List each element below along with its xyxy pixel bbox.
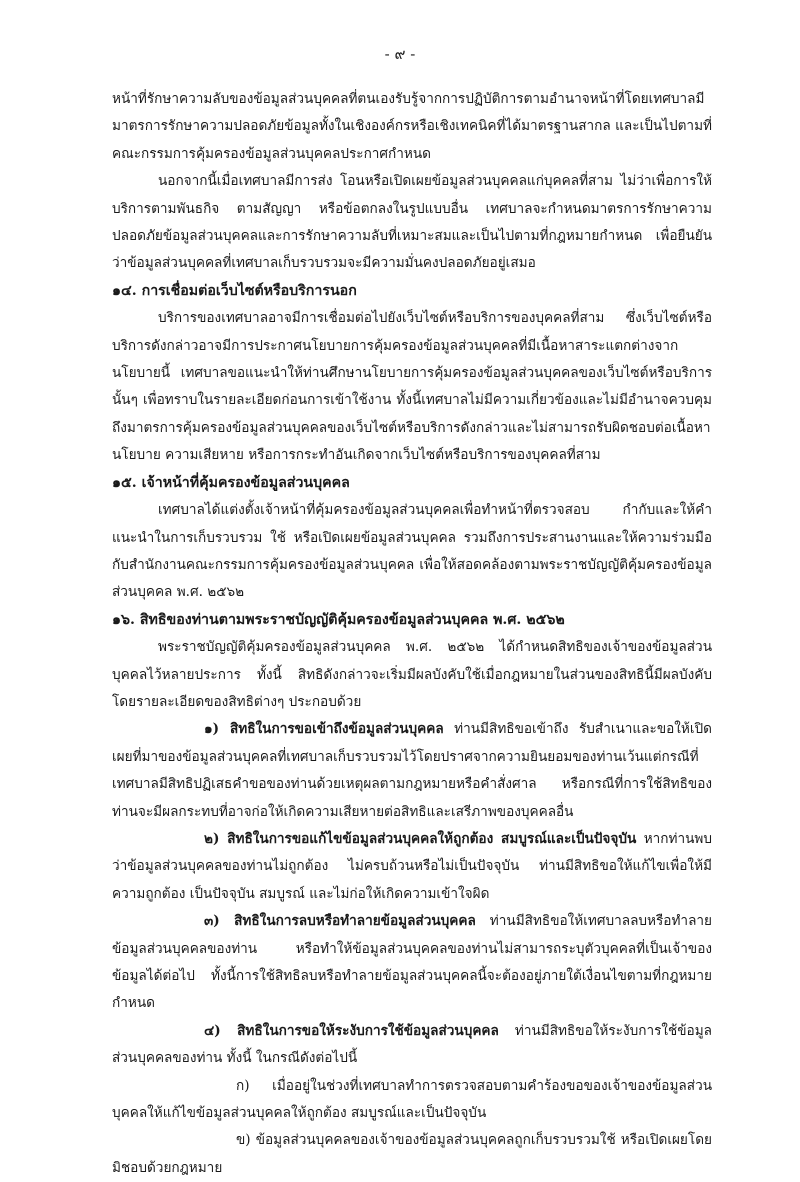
- section-14-heading: ๑๔. การเชื่อมต่อเว็บไซต์หรือบริการนอก: [112, 282, 357, 299]
- restriction-subitem-a: ก) เมื่ออยู่ในช่วงที่เทศบาลทำการตรวจสอบตามคำร้องขอของเจ้าของข้อมูลส่วนบุคคลให้แก้ไขข้อมูลส่วนบุคคลให้ถูกต้อง สมบูรณ์และเป็นปัจจุบัน: [112, 1077, 712, 1122]
- section-15-heading: ๑๕. เจ้าหน้าที่คุ้มครองข้อมูลส่วนบุคคล: [112, 474, 350, 491]
- right-title: ๑) สิทธิในการขอเข้าถึงข้อมูลส่วนบุคคล: [204, 721, 444, 738]
- right-text: หากท่านพบว่าข้อมูลส่วนบุคคลของท่านไม่ถูกต้อง ไม่ครบถ้วนหรือไม่เป็นปัจจุบัน ท่านมีสิทธิขอให้แก้ไขเพื่อให้มีความถูกต้อง เป็นปัจจุบัน สมบูรณ์ และไม่ก่อให้เกิดความเข้าใจผิด: [112, 830, 712, 902]
- right-title: ๓) สิทธิในการลบหรือทำลายข้อมูลส่วนบุคคล: [204, 913, 476, 930]
- right-title: ๒) สิทธิในการขอแก้ไขข้อมูลส่วนบุคคลให้ถูกต้อง สมบูรณ์และเป็นปัจจุบัน: [204, 830, 637, 847]
- right-access: [112, 716, 712, 826]
- document-body: [112, 86, 712, 1182]
- right-text: ท่านมีสิทธิขอให้ระงับการใช้ข้อมูลส่วนบุคคลของท่าน ทั้งนี้ ในกรณีดังต่อไปนี้: [112, 1022, 712, 1067]
- paragraph-third-party-disclosure: นอกจากนี้เมื่อเทศบาลมีการส่ง โอนหรือเปิดเผยข้อมูลส่วนบุคคลแก่บุคคลที่สาม ไม่ว่าเพื่อการให้บริการตามพันธกิจ ตามสัญญา หรือข้อตกลงในรูปแบบอื่น เทศบาลจะกำหนดมาตรการรักษาความปลอดภัยข้อมูลส่วนบุคคลและการรักษาความลับที่เหมาะสมและเป็นไปตามที่กฎหมายกำหนด เพื่อยืนยันว่าข้อมูลส่วนบุคคลที่เทศบาลเก็บรวบรวมจะมีความมั่นคงปลอดภัยอยู่เสมอ: [112, 173, 712, 272]
- section-14-body: บริการของเทศบาลอาจมีการเชื่อมต่อไปยังเว็บไซต์หรือบริการของบุคคลที่สาม ซึ่งเว็บไซต์หรือบริการดังกล่าวอาจมีการประกาศนโยบายการคุ้มครองข้อมูลส่วนบุคคลที่มีเนื้อหาสาระแตกต่างจากนโยบายนี้ เทศบาลขอแนะนำให้ท่านศึกษานโยบายการคุ้มครองข้อมูลส่วนบุคคลของเว็บไซต์หรือบริการนั้นๆ เพื่อทราบในรายละเอียดก่อนการเข้าใช้งาน ทั้งนี้เทศบาลไม่มีความเกี่ยวข้องและไม่มีอำนาจควบคุมถึงมาตรการคุ้มครองข้อมูลส่วนบุคคลของเว็บไซต์หรือบริการดังกล่าวและไม่สามารถรับผิดชอบต่อเนื้อหา นโยบาย ความเสียหาย หรือการกระทำอันเกิดจากเว็บไซต์หรือบริการของบุคคลที่สาม: [112, 310, 712, 464]
- section-16-intro: พระราชบัญญัติคุ้มครองข้อมูลส่วนบุคคล พ.ศ. ๒๕๖๒ ได้กำหนดสิทธิของเจ้าของข้อมูลส่วนบุคคลไว้หลายประการ ทั้งนี้ สิทธิดังกล่าวจะเริ่มมีผลบังคับใช้เมื่อกฎหมายในส่วนของสิทธินี้มีผลบังคับ โดยรายละเอียดของสิทธิต่างๆ ประกอบด้วย: [112, 639, 712, 710]
- right-restriction: [112, 1018, 712, 1073]
- right-rectification: [112, 826, 712, 908]
- section-16-heading: ๑๖. สิทธิของท่านตามพระราชบัญญัติคุ้มครองข้อมูลส่วนบุคคล พ.ศ. ๒๕๖๒: [112, 611, 565, 628]
- section-15-body: เทศบาลได้แต่งตั้งเจ้าหน้าที่คุ้มครองข้อมูลส่วนบุคคลเพื่อทำหน้าที่ตรวจสอบ กำกับและให้คำแนะนำในการเก็บรวบรวม ใช้ หรือเปิดเผยข้อมูลส่วนบุคคล รวมถึงการประสานงานและให้ความร่วมมือกับสำนักงานคณะกรรมการคุ้มครองข้อมูลส่วนบุคคล เพื่อให้สอดคล้องตามพระราชบัญญัติคุ้มครองข้อมูลส่วนบุคคล พ.ศ. ๒๕๖๒: [112, 502, 712, 601]
- right-erasure: [112, 908, 712, 1018]
- page-number: - ๙ -: [384, 45, 416, 63]
- restriction-subitem-b: ข) ข้อมูลส่วนบุคคลของเจ้าของข้อมูลส่วนบุคคลถูกเก็บรวบรวมใช้ หรือเปิดเผยโดยมิชอบด้วยกฎหมาย: [112, 1132, 712, 1176]
- right-text: ท่านมีสิทธิขอให้เทศบาลลบหรือทำลายข้อมูลส่วนบุคคลของท่าน หรือทำให้ข้อมูลส่วนบุคคลของท่านไม่สามารถระบุตัวบุคคลที่เป็นเจ้าของข้อมูลได้ต่อไป ทั้งนี้การใช้สิทธิลบหรือทำลายข้อมูลส่วนบุคคลนี้จะต้องอยู่ภายใต้เงื่อนไขตามที่กฎหมายกำหนด: [112, 913, 712, 1012]
- right-title: ๔) สิทธิในการขอให้ระงับการใช้ข้อมูลส่วนบุคคล: [204, 1022, 499, 1039]
- paragraph-intro-continued: หน้าที่รักษาความลับของข้อมูลส่วนบุคคลที่ตนเองรับรู้จากการปฏิบัติการตามอำนาจหน้าที่โดยเทศบาลมีมาตรการรักษาความปลอดภัยข้อมูลทั้งในเชิงองค์กรหรือเชิงเทคนิคที่ได้มาตรฐานสากล และเป็นไปตามที่คณะกรรมการคุ้มครองข้อมูลส่วนบุคคลประกาศกำหนด: [112, 91, 712, 162]
- right-text: ท่านมีสิทธิขอเข้าถึง รับสำเนาและขอให้เปิดเผยที่มาของข้อมูลส่วนบุคคลที่เทศบาลเก็บรวบรวมไว้โดยปราศจากความยินยอมของท่านเว้นแต่กรณีที่เทศบาลมีสิทธิปฏิเสธคำขอของท่านด้วยเหตุผลตามกฎหมายหรือคำสั่งศาล หรือกรณีที่การใช้สิทธิของท่านจะมีผลกระทบที่อาจก่อให้เกิดความเสียหายต่อสิทธิและเสรีภาพของบุคคลอื่น: [112, 721, 712, 820]
